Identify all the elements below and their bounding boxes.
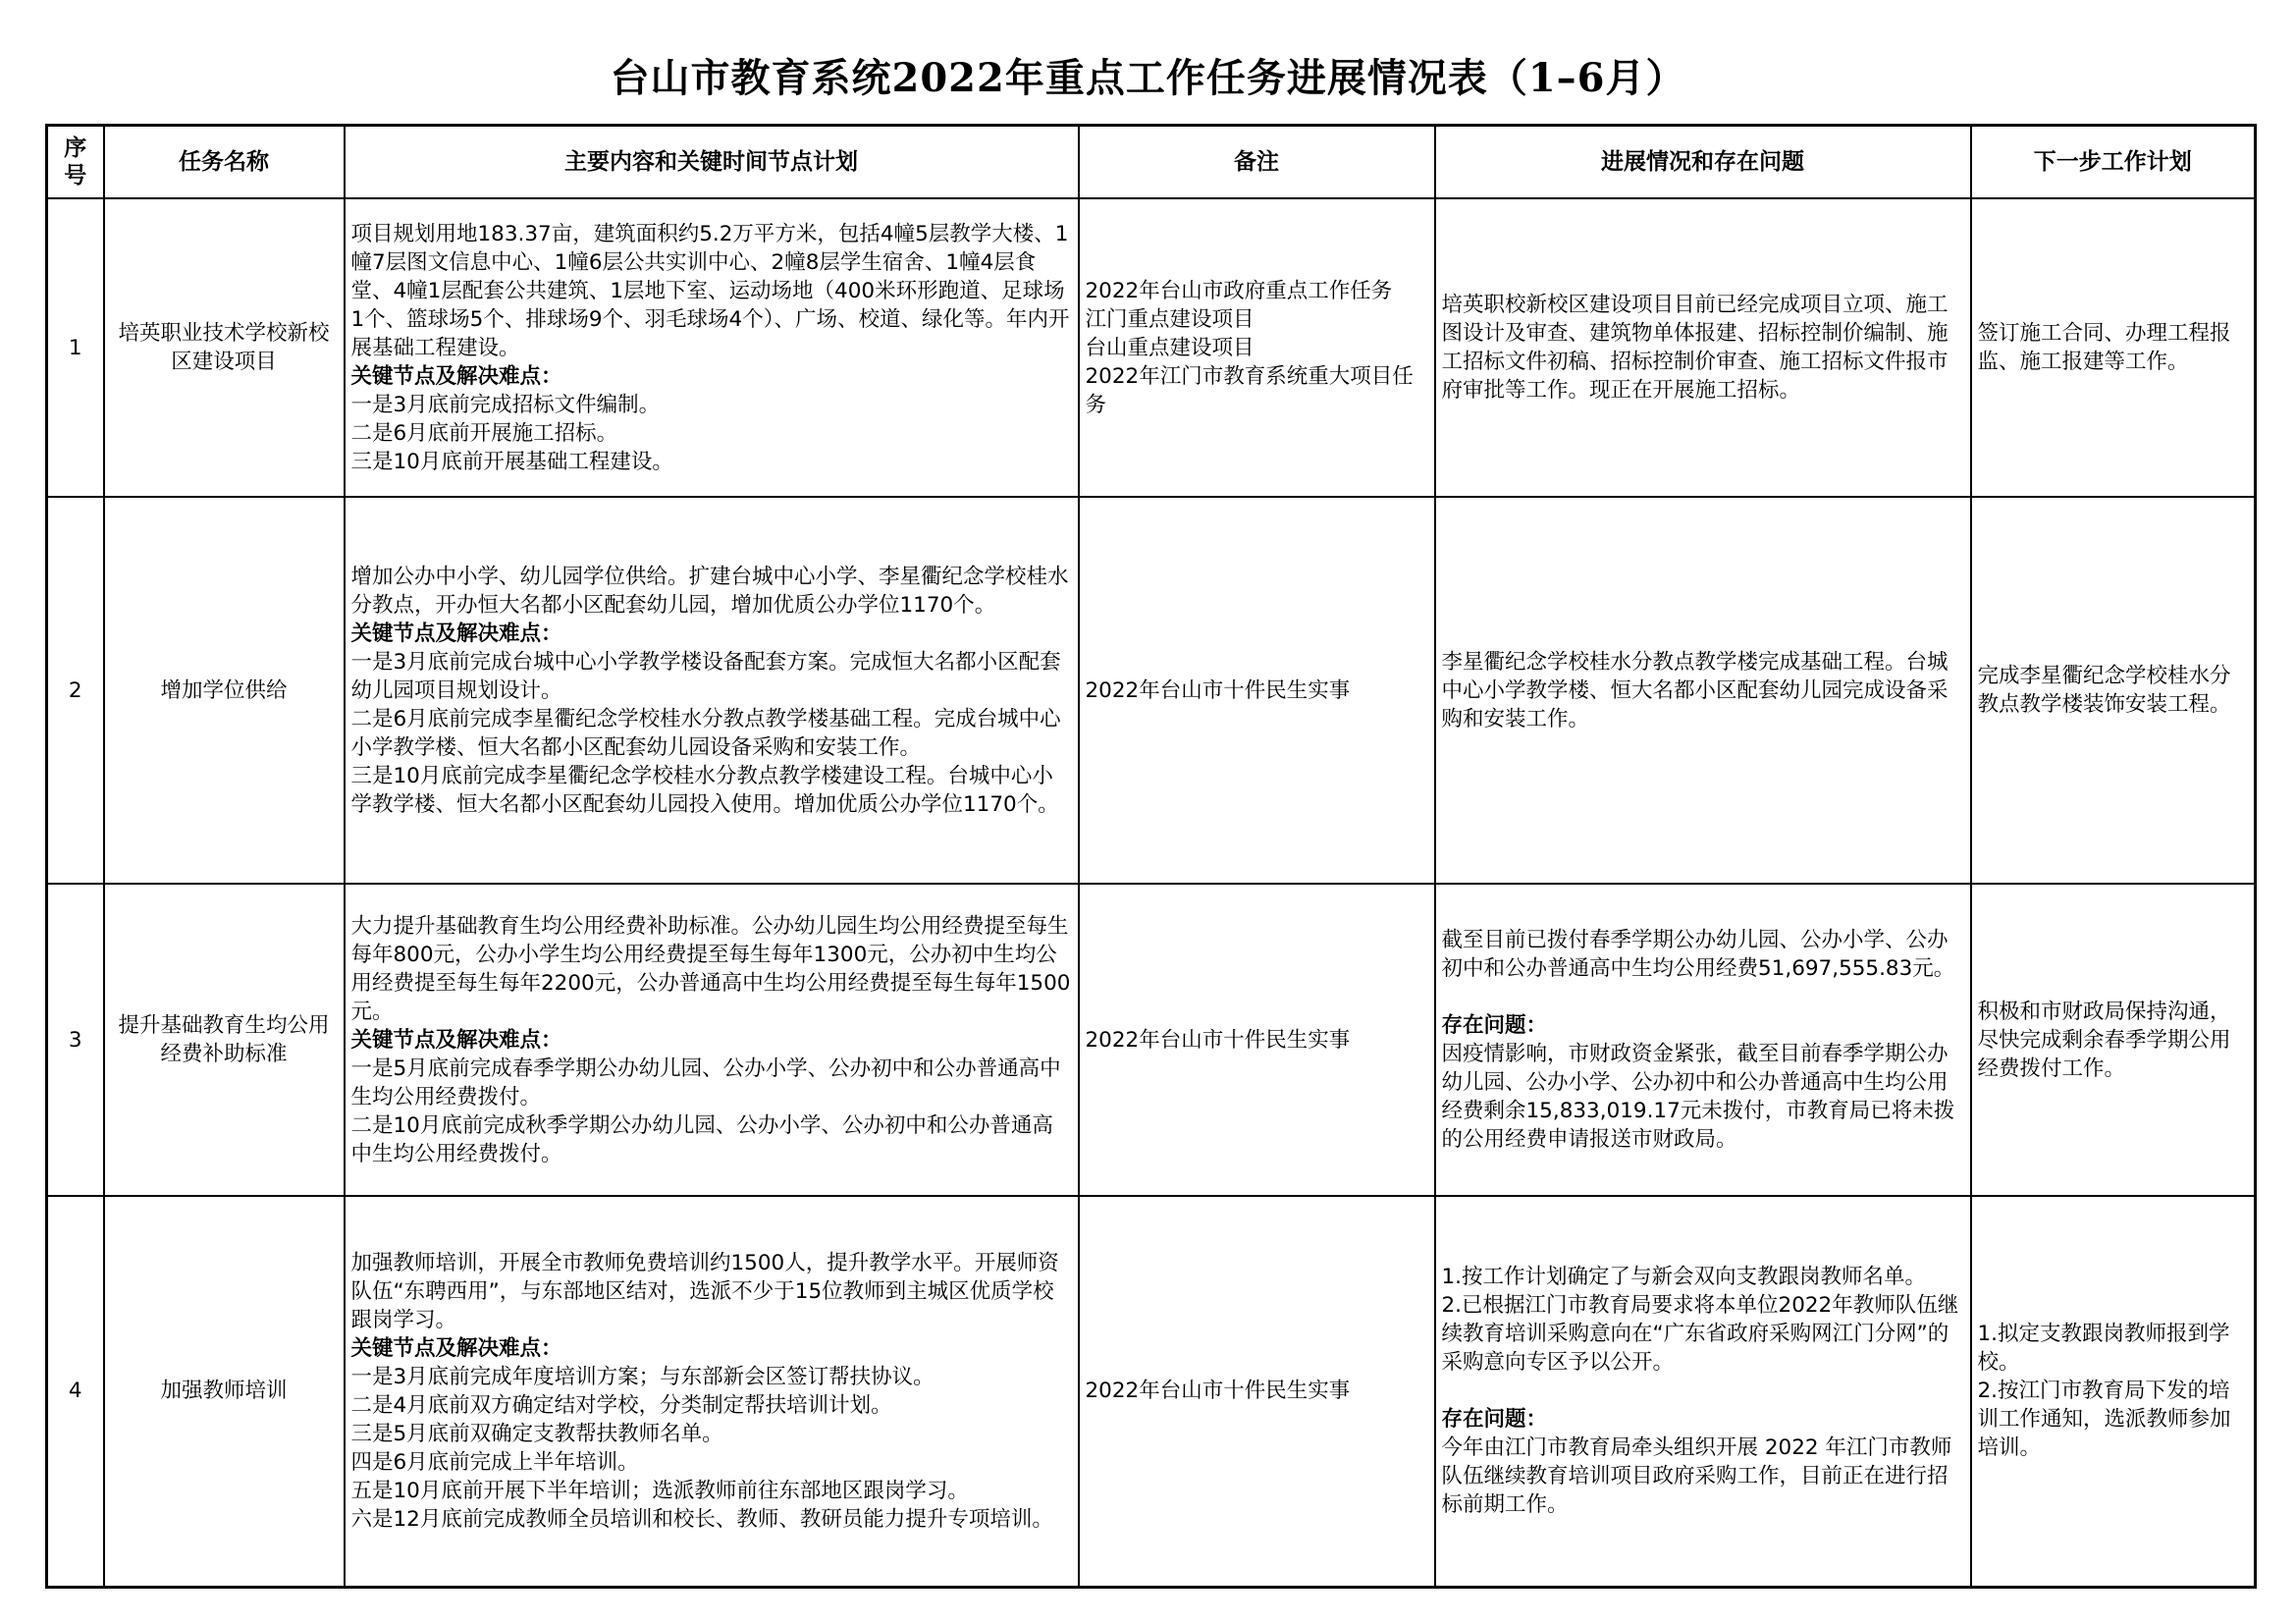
row-next-plan: 完成李星衢纪念学校桂水分教点教学楼装饰安装工程。 bbox=[1971, 497, 2256, 884]
plan-intro: 大力提升基础教育生均公用经费补助标准。公办幼儿园生均公用经费提至每生每年800元，公办小学生均公用经费提至每生每年1300元，公办初中生均公用经费提至每生每年2200元，公办普通高中生均公用经费提至每生每年1500元。 bbox=[350, 913, 1071, 1024]
plan-key-label: 关键节点及解决难点： bbox=[350, 1027, 562, 1053]
plan-step: 六是12月底前完成教师全员培训和校长、教师、教研员能力提升专项培训。 bbox=[350, 1506, 1053, 1532]
remark-line: 2022年台山市十件民生实事 bbox=[1085, 1379, 1351, 1404]
row-remark bbox=[1079, 497, 1435, 884]
progress-item: 2.已根据江门市教育局要求将本单位2022年教师队伍继续教育培训采购意向在“广东省政府采购网江门分网”的采购意向专区予以公开。 bbox=[1441, 1293, 1959, 1376]
remark-line: 台山重点建设项目 bbox=[1085, 335, 1255, 360]
row-task-name: 加强教师培训 bbox=[104, 1196, 345, 1587]
next-item: 1.拟定支教跟岗教师报到学校。 bbox=[1977, 1322, 2230, 1376]
table-row bbox=[47, 198, 2256, 497]
progress-main: 截至目前已拨付春季学期公办幼儿园、公办小学、公办初中和公办普通高中生均公用经费51,697,555.83元。 bbox=[1441, 928, 1955, 981]
remark-line: 2022年台山市政府重点工作任务 bbox=[1085, 278, 1393, 303]
row-plan bbox=[345, 884, 1079, 1196]
plan-step: 一是5月底前完成春季学期公办幼儿园、公办小学、公办初中和公办普通高中生均公用经费拨付。 bbox=[350, 1056, 1061, 1110]
plan-step: 一是3月底前完成招标文件编制。 bbox=[350, 392, 661, 417]
plan-intro: 加强教师培训，开展全市教师免费培训约1500人，提升教学水平。开展师资队伍“东聘西用”，与东部地区结对，选派不少于15位教师到主城区优质学校跟岗学习。 bbox=[350, 1250, 1059, 1332]
plan-step: 一是3月底前完成台城中心小学教学楼设备配套方案。完成恒大名都小区配套幼儿园项目规划设计。 bbox=[350, 649, 1061, 703]
plan-step: 二是6月底前完成李星衢纪念学校桂水分教点教学楼基础工程。完成台城中心小学教学楼、恒大名都小区配套幼儿园设备采购和安装工作。 bbox=[350, 706, 1061, 760]
plan-step: 二是10月底前完成秋季学期公办幼儿园、公办小学、公办初中和公办普通高中生均公用经费拨付。 bbox=[350, 1112, 1053, 1166]
plan-step: 二是4月底前双方确定结对学校，分类制定帮扶培训计划。 bbox=[350, 1392, 892, 1418]
plan-step: 二是6月底前开展施工招标。 bbox=[350, 420, 618, 446]
row-seq: 2 bbox=[47, 497, 104, 884]
table-row bbox=[47, 1196, 2256, 1587]
plan-key-label: 关键节点及解决难点： bbox=[350, 1335, 562, 1361]
plan-key-label: 关键节点及解决难点： bbox=[350, 363, 562, 389]
issue-label: 存在问题： bbox=[1441, 1407, 1548, 1433]
remark-line: 2022年台山市十件民生实事 bbox=[1085, 677, 1351, 703]
remark-line: 2022年台山市十件民生实事 bbox=[1085, 1027, 1351, 1053]
row-task-name: 提升基础教育生均公用经费补助标准 bbox=[104, 884, 345, 1196]
remark-line: 江门重点建设项目 bbox=[1085, 306, 1255, 332]
plan-intro: 项目规划用地183.37亩，建筑面积约5.2万平方米，包括4幢5层教学大楼、1幢7层图文信息中心、1幢6层公共实训中心、2幢8层学生宿舍、1幢4层食堂、4幢1层配套公共建筑、1层地下室、运动场地（400米环形跑道、足球场1个、篮球场5个、排球场9个、羽毛球场4个）、广场、校道、绿化等。年内开展基础工程建设。 bbox=[350, 221, 1070, 360]
row-task-name: 培英职业技术学校新校区建设项目 bbox=[104, 198, 345, 497]
row-plan bbox=[345, 198, 1079, 497]
plan-step: 三是5月底前双确定支教帮扶教师名单。 bbox=[350, 1421, 723, 1446]
issue-text: 今年由江门市教育局牵头组织开展 2022 年江门市教师队伍继续教育培训项目政府采购工作，目前正在进行招标前期工作。 bbox=[1441, 1435, 1952, 1518]
header-next: 下一步工作计划 bbox=[1971, 126, 2256, 199]
plan-step: 四是6月底前完成上半年培训。 bbox=[350, 1449, 639, 1475]
row-next-plan: 签订施工合同、办理工程报监、施工报建等工作。 bbox=[1971, 198, 2256, 497]
plan-step: 三是10月底前完成李星衢纪念学校桂水分教点教学楼建设工程。台城中心小学教学楼、恒大名都小区配套幼儿园投入使用。增加优质公办学位1170个。 bbox=[350, 763, 1059, 817]
row-remark bbox=[1079, 884, 1435, 1196]
row-next-plan bbox=[1971, 1196, 2256, 1587]
header-remark: 备注 bbox=[1079, 126, 1435, 199]
remark-line: 2022年江门市教育系统重大项目任务 bbox=[1085, 363, 1414, 417]
table-row bbox=[47, 497, 2256, 884]
next-item: 2.按江门市教育局下发的培训工作通知，选派教师参加培训。 bbox=[1977, 1379, 2231, 1461]
progress-item: 1.按工作计划确定了与新会双向支教跟岗教师名单。 bbox=[1441, 1265, 1927, 1290]
plan-intro: 增加公办中小学、幼儿园学位供给。扩建台城中心小学、李星衢纪念学校桂水分教点，开办恒大名都小区配套幼儿园，增加优质公办学位1170个。 bbox=[350, 564, 1069, 618]
plan-key-label: 关键节点及解决难点： bbox=[350, 621, 562, 646]
table-row bbox=[47, 884, 2256, 1196]
plan-step: 三是10月底前开展基础工程建设。 bbox=[350, 449, 673, 474]
row-plan bbox=[345, 497, 1079, 884]
row-remark bbox=[1079, 198, 1435, 497]
header-seq: 序号 bbox=[47, 126, 104, 199]
page-title: 台山市教育系统2022年重点工作任务进展情况表（1–6月） bbox=[610, 55, 1686, 101]
row-plan bbox=[345, 1196, 1079, 1587]
row-seq: 3 bbox=[47, 884, 104, 1196]
plan-step: 一是3月底前完成年度培训方案；与东部新会区签订帮扶协议。 bbox=[350, 1364, 934, 1389]
row-progress bbox=[1435, 1196, 1971, 1587]
row-progress: 李星衢纪念学校桂水分教点教学楼完成基础工程。台城中心小学教学楼、恒大名都小区配套幼儿园完成设备采购和安装工作。 bbox=[1435, 497, 1971, 884]
row-next-plan: 积极和市财政局保持沟通，尽快完成剩余春季学期公用经费拨付工作。 bbox=[1971, 884, 2256, 1196]
row-remark bbox=[1079, 1196, 1435, 1587]
row-task-name: 增加学位供给 bbox=[104, 497, 345, 884]
plan-step: 五是10月底前开展下半年培训；选派教师前往东部地区跟岗学习。 bbox=[350, 1478, 969, 1503]
progress-table bbox=[45, 124, 2257, 1589]
row-seq: 1 bbox=[47, 198, 104, 497]
header-progress: 进展情况和存在问题 bbox=[1435, 126, 1971, 199]
issue-label: 存在问题： bbox=[1441, 1013, 1548, 1038]
row-progress: 培英职校新校区建设项目目前已经完成项目立项、施工图设计及审查、建筑物单体报建、招标控制价编制、施工招标文件初稿、招标控制价审查、施工招标文件报市府审批等工作。现正在开展施工招标。 bbox=[1435, 198, 1971, 497]
row-seq: 4 bbox=[47, 1196, 104, 1587]
header-name: 任务名称 bbox=[104, 126, 345, 199]
header-plan: 主要内容和关键时间节点计划 bbox=[345, 126, 1079, 199]
row-progress bbox=[1435, 884, 1971, 1196]
table-header-row bbox=[47, 126, 2256, 199]
issue-text: 因疫情影响，市财政资金紧张，截至目前春季学期公办幼儿园、公办小学、公办初中和公办普通高中生均公用经费剩余15,833,019.17元未拨付，市教育局已将未拨的公用经费申请报送市财政局。 bbox=[1441, 1042, 1955, 1152]
